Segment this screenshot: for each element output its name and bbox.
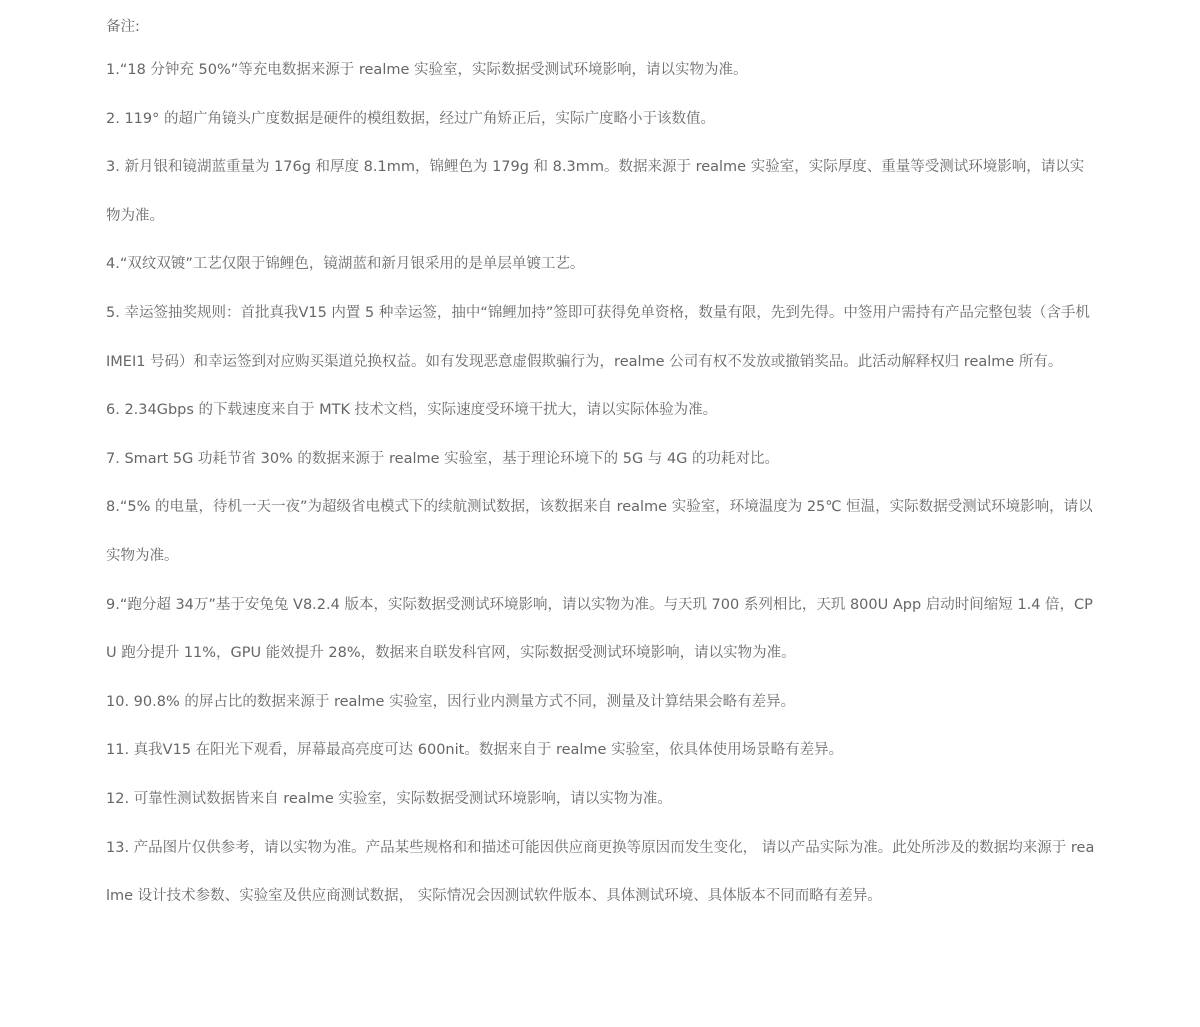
notes-heading: 备注: xyxy=(106,19,140,35)
note-item-11: 11. 真我V15 在阳光下观看，屏幕最高亮度可达 600nit。数据来自于 realme 实验室，依具体使用场景略有差异。 xyxy=(106,742,844,759)
note-item-3: 3. 新月银和镜湖蓝重量为 176g 和厚度 8.1mm，锦鲤色为 179g 和 8.3mm。数据来源于 realme 实验室，实际厚度、重量等受测试环境影响，请以实物为准。 xyxy=(106,159,1085,224)
notes-section xyxy=(106,8,1096,921)
note-item-8: 8.“5% 的电量，待机一天一夜”为超级省电模式下的续航测试数据，该数据来自 realme 实验室，环境温度为 25℃ 恒温，实际数据受测试环境影响，请以实物为准。 xyxy=(106,499,1093,564)
note-item-6: 6. 2.34Gbps 的下载速度来自于 MTK 技术文档，实际速度受环境干扰大，请以实际体验为准。 xyxy=(106,402,718,419)
note-item-5: 5. 幸运签抽奖规则：首批真我V15 内置 5 种幸运签，抽中“锦鲤加持”签即可获得免单资格，数量有限，先到先得。中签用户需持有产品完整包装（含手机 IMEI1 号码）和幸运签到对应购买渠道兑换权益。如有发现恶意虚假欺骗行为，realme 公司有权不发放或撤销奖品。此活动解释权归 realme 所有。 xyxy=(106,304,1090,370)
note-item-9: 9.“跑分超 34万”基于安兔兔 V8.2.4 版本，实际数据受测试环境影响，请以实物为准。与天玑 700 系列相比，天玑 800U App 启动时间缩短 1.4 倍，CPU 跑分提升 11%，GPU 能效提升 28%，数据来自联发科官网，实际数据受测试环境影响，请以实物为准。 xyxy=(106,596,1093,662)
note-item-12: 12. 可靠性测试数据皆来自 realme 实验室，实际数据受测试环境影响，请以实物为准。 xyxy=(106,790,672,807)
note-item-13: 13. 产品图片仅供参考，请以实物为准。产品某些规格和和描述可能因供应商更换等原因而发生变化， 请以产品实际为准。此处所涉及的数据均来源于 realme 设计技术参数、实验室及供应商测试数据， 实际情况会因测试软件版本、具体测试环境、具体版本不同而略有差异。 xyxy=(106,839,1095,905)
note-item-7: 7. Smart 5G 功耗节省 30% 的数据来源于 realme 实验室，基于理论环境下的 5G 与 4G 的功耗对比。 xyxy=(106,450,780,467)
note-item-1: 1.“18 分钟充 50%”等充电数据来源于 realme 实验室，实际数据受测试环境影响，请以实物为准。 xyxy=(106,62,748,78)
notes-list xyxy=(106,46,1096,921)
note-item-10: 10. 90.8% 的屏占比的数据来源于 realme 实验室，因行业内测量方式不同，测量及计算结果会略有差异。 xyxy=(106,693,796,710)
note-item-2: 2. 119° 的超广角镜头广度数据是硬件的模组数据，经过广角矫正后，实际广度略小于该数值。 xyxy=(106,110,715,127)
note-item-4: 4.“双纹双镀”工艺仅限于锦鲤色，镜湖蓝和新月银采用的是单层单镀工艺。 xyxy=(106,256,585,273)
